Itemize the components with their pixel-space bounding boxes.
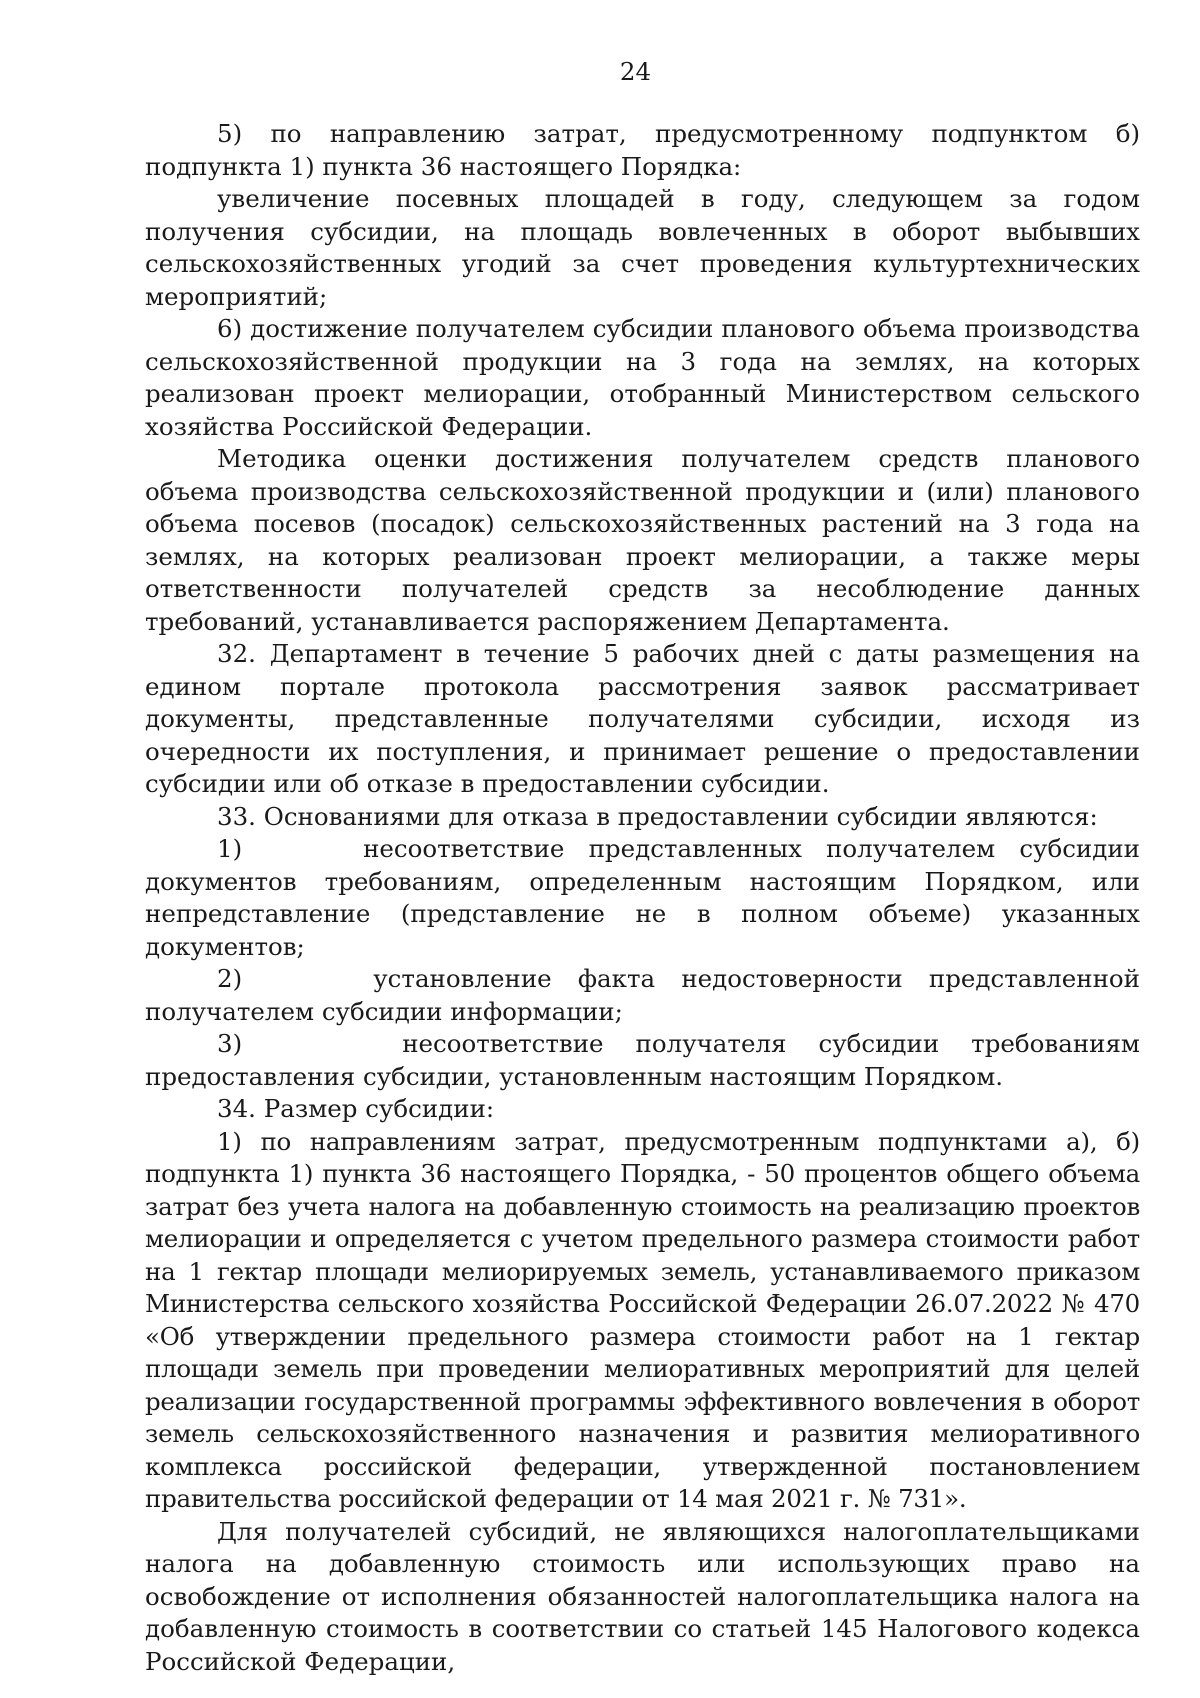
paragraph-clause-33-item-2: 2) установление факта недостоверности представленной получателем субсидии информации;: [145, 964, 1148, 1026]
paragraph-clause-33: 33. Основаниями для отказа в предоставлении субсидии являются:: [217, 801, 1098, 831]
paragraph-clause-33-item-3: 3) несоответствие получателя субсидии требованиям предоставления субсидии, установленным настоящим Порядком.: [145, 1029, 1148, 1091]
paragraph-clause-34-item-1: 1) по направлениям затрат, предусмотренным подпунктами а), б) подпункта 1) пункта 36 настоящего Порядка, - 50 процентов общего объема затрат без учета налога на добавленную стоимость на реализацию проектов мелиорации и определяется с учетом предельного размера стоимости работ на 1 гектар площади мелиорируемых земель, устанавливаемого приказом Министерства сельского хозяйства Российской Федерации 26.07.2022 № 470 «Об утверждении предельного размера стоимости работ на 1 гектар площади земель при проведении мелиоративных мероприятий для целей реализации государственной программы эффективного вовлечения в оборот земель сельскохозяйственного назначения и развития мелиоративного комплекса российской федерации, утвержденной постановлением правительства российской федерации от 14 мая 2021 г. № 731».: [145, 1126, 1140, 1513]
paragraph-vat-exempt: Для получателей субсидий, не являющихся налогоплательщиками налога на добавленную стоимость или использующих право на освобождение от исполнения обязанностей налогоплательщика налога на добавленную стоимость в соответствии со статьей 145 Налогового кодекса Российской Федерации,: [145, 1516, 1140, 1676]
page-number: 24: [619, 57, 652, 86]
document-body: [145, 118, 1148, 1678]
paragraph-clause-32: 32. Департамент в течение 5 рабочих дней с даты размещения на едином портале протокола рассмотрения заявок рассматривает документы, представленные получателями субсидии, исходя из очередности их поступления, и принимает решение о предоставлении субсидии или об отказе в предоставлении субсидии.: [145, 639, 1140, 798]
paragraph-item-5-text: увеличение посевных площадей в году, следующем за годом получения субсидии, на площадь вовлеченных в оборот выбывших сельскохозяйственных угодий за счет проведения культуртехнических мероприятий;: [145, 184, 1140, 311]
paragraph-clause-34: 34. Размер субсидии:: [217, 1094, 495, 1123]
paragraph-clause-33-item-1: 1) несоответствие представленных получателем субсидии документов требованиям, определенным настоящим Порядком, или непредставление (представление не в полном объеме) указанных документов;: [145, 834, 1148, 961]
paragraph-item-5: 5) по направлению затрат, предусмотренному подпунктом б) подпункта 1) пункта 36 настоящего Порядка:: [145, 119, 1140, 181]
paragraph-item-6: 6) достижение получателем субсидии планового объема производства сельскохозяйственной продукции на 3 года на землях, на которых реализован проект мелиорации, отобранный Министерством сельского хозяйства Российской Федерации.: [145, 314, 1140, 441]
paragraph-methodology: Методика оценки достижения получателем средств планового объема производства сельскохозяйственной продукции и (или) планового объема посевов (посадок) сельскохозяйственных растений на 3 года на землях, на которых реализован проект мелиорации, а также меры ответственности получателей средств за несоблюдение данных требований, устанавливается распоряжением Департамента.: [145, 444, 1140, 636]
